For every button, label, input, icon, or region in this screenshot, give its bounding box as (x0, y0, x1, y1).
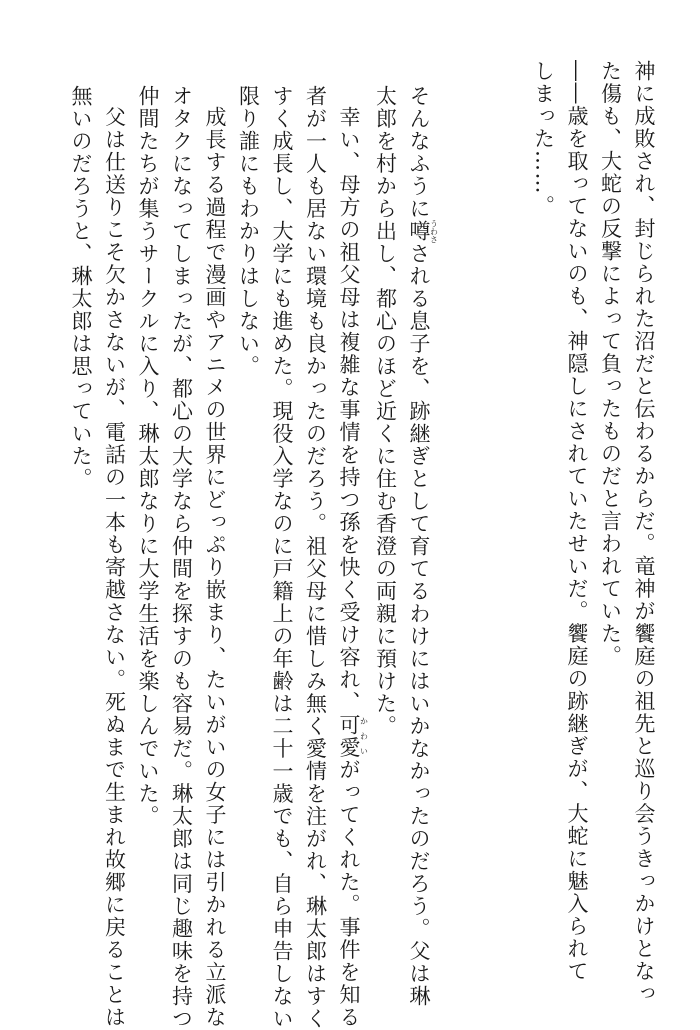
text-line: た傷も、大蛇の反撃によって負ったものだと言われていた。 (598, 60, 623, 668)
text-line: 仲間たちが集うサークルに入り、琳太郎なりに大学生活を楽しんでいた。 (136, 85, 160, 828)
text-segment: される息子を、跡継ぎとして育てるわけにはいかなかったのだろう。父は琳 (407, 242, 431, 1008)
text-line: 限り誰にもわかりはしない。 (236, 85, 261, 378)
text-line: 父は仕送りこそ欠かさないが、電話の一本も寄越さない。死ぬまで生まれ故郷に戻ることは (102, 106, 127, 1029)
ruby-reading: かわい (359, 713, 369, 759)
text-block-top (526, 60, 660, 1005)
text-segment: がってくれた。事件を知る (337, 758, 361, 1029)
text-line (332, 85, 369, 1029)
ruby-word: 可愛かわい (337, 713, 369, 759)
text-line: しまった……。 (531, 60, 556, 218)
text-line: 者が一人も居ない環境も良かったのだろう。祖父母に惜しみ無く愛情を注がれ、琳太郎はすく (303, 85, 328, 1030)
text-line: 神に成敗され、封じられた沼だと伝わるからだ。竜神が饗庭の祖先と巡り会うきっかけとなっ (632, 60, 656, 1005)
ruby-reading: うわさ (429, 219, 439, 244)
text-line: 成長する過程で漫画やアニメの世界にどっぷり嵌まり、たいがいの女子には引かれる立派な (203, 106, 227, 1029)
text-block-main (64, 85, 439, 1030)
text-segment: 幸い、母方の祖父母は複雑な事情を持つ孫を快く受け容れ、 (337, 106, 361, 714)
text-line: 無いのだろうと、琳太郎は思っていた。 (69, 85, 93, 490)
text-line: 太郎を村から出し、都心のほど近くに住む香澄の両親に預けた。 (373, 85, 398, 738)
text-line: ――歳を取ってないのも、神隠しにされていたせいだ。饗庭の跡継ぎが、大蛇に魅入られて (565, 60, 589, 983)
text-line: オタクになってしまったが、都心の大学なら仲間を探すのも容易だ。琳太郎は同じ趣味を持つ (169, 85, 194, 1030)
text-line: すく成長し、大学にも進めた。現役入学なのに戸籍上の年齢は二十一歳でも、自ら申告しない (270, 85, 294, 1030)
text-segment: そんなふうに (407, 85, 431, 220)
ruby-word: 噂うわさ (407, 219, 439, 244)
text-line (402, 85, 439, 1008)
